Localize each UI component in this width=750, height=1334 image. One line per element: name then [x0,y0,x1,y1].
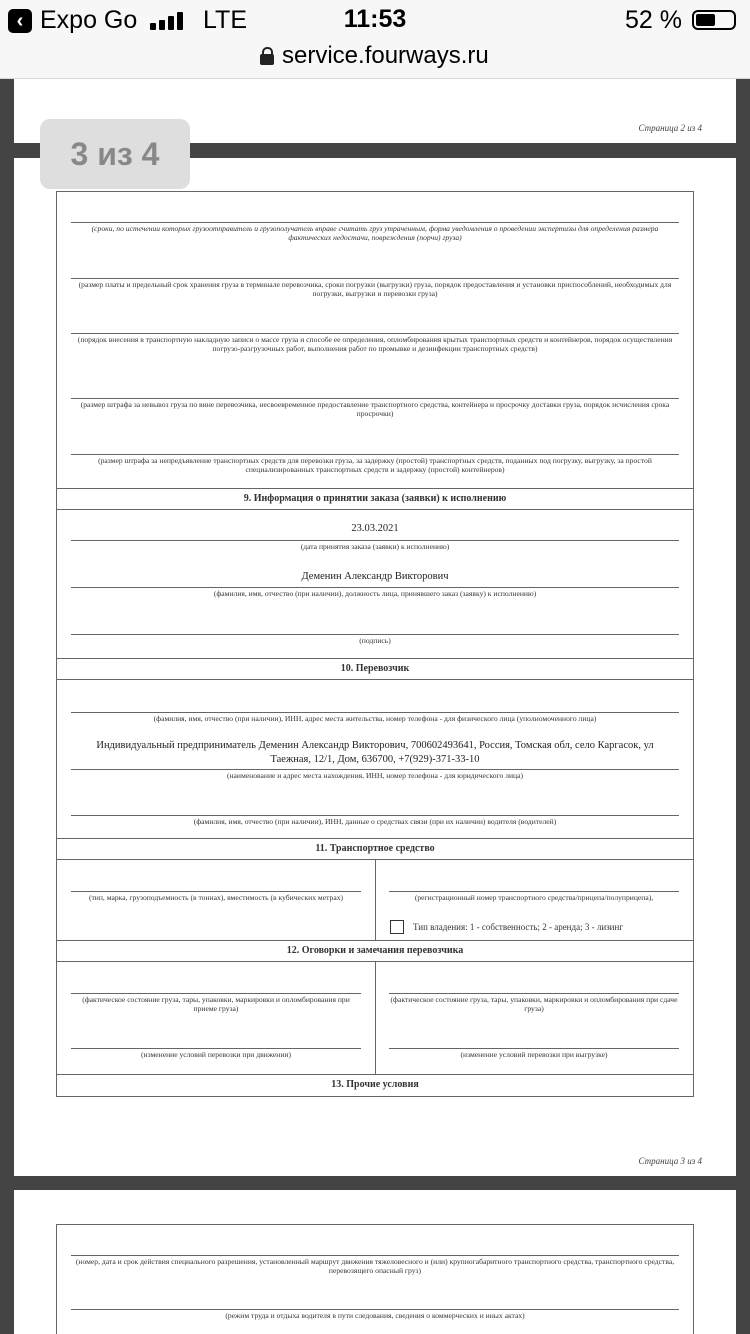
ownership-checkbox[interactable] [390,920,404,934]
change-in-transit-caption: (изменение условий перевозки при движении) [140,1050,291,1059]
acceptance-date: 23.03.2021 [351,523,399,534]
back-arrow-icon[interactable]: ‹ [8,9,32,33]
caption-fine-shipper: (размер штрафа за непредъявление транспортных средств для перевозки груза, за задержку (простой) транспортных средств, поданных под погрузку, выгрузку, за простой специализированных транспортных средств и задержку (простой) контейнеров) [98,456,652,474]
vehicle-type-caption: (тип, марка, грузоподъемность (в тоннах), вместимость (в кубических метрах) [88,893,344,902]
section-10-title: 10. Перевозчик [57,659,693,680]
section-12-body [57,962,693,1075]
page-counter: 3 из 4 [40,119,190,189]
driver-caption: (фамилия, имя, отчество (при наличии), ИНН, данные о средствах связи (при их наличии) водителя (водителей) [193,817,557,826]
clock: 11:53 [343,5,407,33]
pdf-viewer[interactable] [0,79,750,1334]
accepted-by-name: Деменин Александр Викторович [301,571,449,582]
form-table [56,191,694,1097]
carrier-entity-caption: (наименование и адрес места нахождения, ИНН, номер телефона - для юридического лица) [226,771,524,780]
section-10-body [57,680,693,839]
state-at-receipt-caption: (фактическое состояние груза, тары, упаковки, маркировки и опломбирования при приеме груза) [82,995,350,1013]
back-to-app-label[interactable]: Expo Go [40,6,138,34]
acceptance-date-caption: (дата принятия заказа (заявки) к исполнению) [300,542,450,551]
network-type: LTE [203,6,247,34]
section-11-body [57,860,693,941]
section-9-body [57,510,693,659]
page-footer: Страница 2 из 4 [638,123,702,133]
caption-storage: (размер платы и предельный срок хранения груза в терминале перевозчика, сроки погрузки (выгрузки) груза, порядок предоставления и установки приспособлений, необходимых для погрузки, выгрузки и перевозки груза) [78,280,672,298]
accepted-by-caption: (фамилия, имя, отчество (при наличии), должность лица, принявшего заказ (заявку) к исполнению) [213,589,537,598]
other-conditions-block [57,1225,693,1334]
pdf-page-4 [14,1190,736,1334]
battery-icon [692,10,736,30]
section-11-title: 11. Транспортное средство [57,839,693,860]
section-13-title: 13. Прочие условия [331,1079,419,1090]
section-12-title: 12. Оговорки и замечания перевозчика [57,941,693,962]
change-at-unloading-caption: (изменение условий перевозки при выгрузке) [460,1050,608,1059]
form-table-continued [56,1224,694,1334]
conditions-block [57,192,693,489]
carrier-individual-caption: (фамилия, имя, отчество (при наличии), ИНН, адрес места жительства, номер телефона - для физического лица (уполномоченного лица) [153,714,597,723]
special-permit-caption: (номер, дата и срок действия специального разрешения, установленный маршрут движения тяжеловесного и (или) крупногабаритного транспортного средства, транспортного средства, перевозящего опасный груз) [75,1257,675,1275]
carrier-entity-details: Индивидуальный предприниматель Деменин Александр Викторович, 700602493641, Россия, Томская обл, село Каргасок, ул Таежная, 12/1, Дом, 636700, +7(929)-371-33-10 [96,740,654,765]
caption-loss-terms: (сроки, по истечении которых грузоотправитель и грузополучатель вправе считать груз утраченным, форма уведомления о проведении экспертизы для определения размера фактических недостачи, повреждения (порчи) груза) [91,224,659,242]
work-rest-caption: (режим труда и отдыха водителя в пути следования, сведения о коммерческих и иных актах) [225,1311,525,1320]
ownership-type-label: Тип владения: 1 - собственность; 2 - аренда; 3 - лизинг [413,922,624,932]
caption-fine-carrier: (размер штрафа за невывоз груза по вине перевозчика, несвоевременное предоставление транспортного средства, контейнера и просрочку доставки груза, порядок исчисления срока просрочки) [80,400,670,418]
vehicle-reg-caption: (регистрационный номер транспортного средства/прицепа/полуприцепа), [414,893,654,902]
lock-icon [260,47,274,65]
battery-percent: 52 % [625,6,682,34]
caption-mass-record: (порядок внесения в транспортную накладную записи о массе груза и способе ее определения, опломбирования крытых транспортных средств и контейнеров, порядок осуществления погрузо-разгрузочных работ, выполнения работ по промывке и дезинфекции транспортных средств) [77,335,673,353]
section-9-title: 9. Информация о принятии заказа (заявки) к исполнению [57,489,693,510]
state-at-delivery-caption: (фактическое состояние груза, тары, упаковки, маркировки и опломбирования при сдаче груза) [390,995,678,1013]
pdf-page-3 [14,158,736,1176]
page-footer: Страница 3 из 4 [638,1156,702,1166]
url-text[interactable]: service.fourways.ru [282,42,489,69]
battery-level-fill [696,14,715,26]
address-bar[interactable] [0,40,750,79]
signature-caption: (подпись) [359,636,391,645]
status-bar [0,0,750,40]
